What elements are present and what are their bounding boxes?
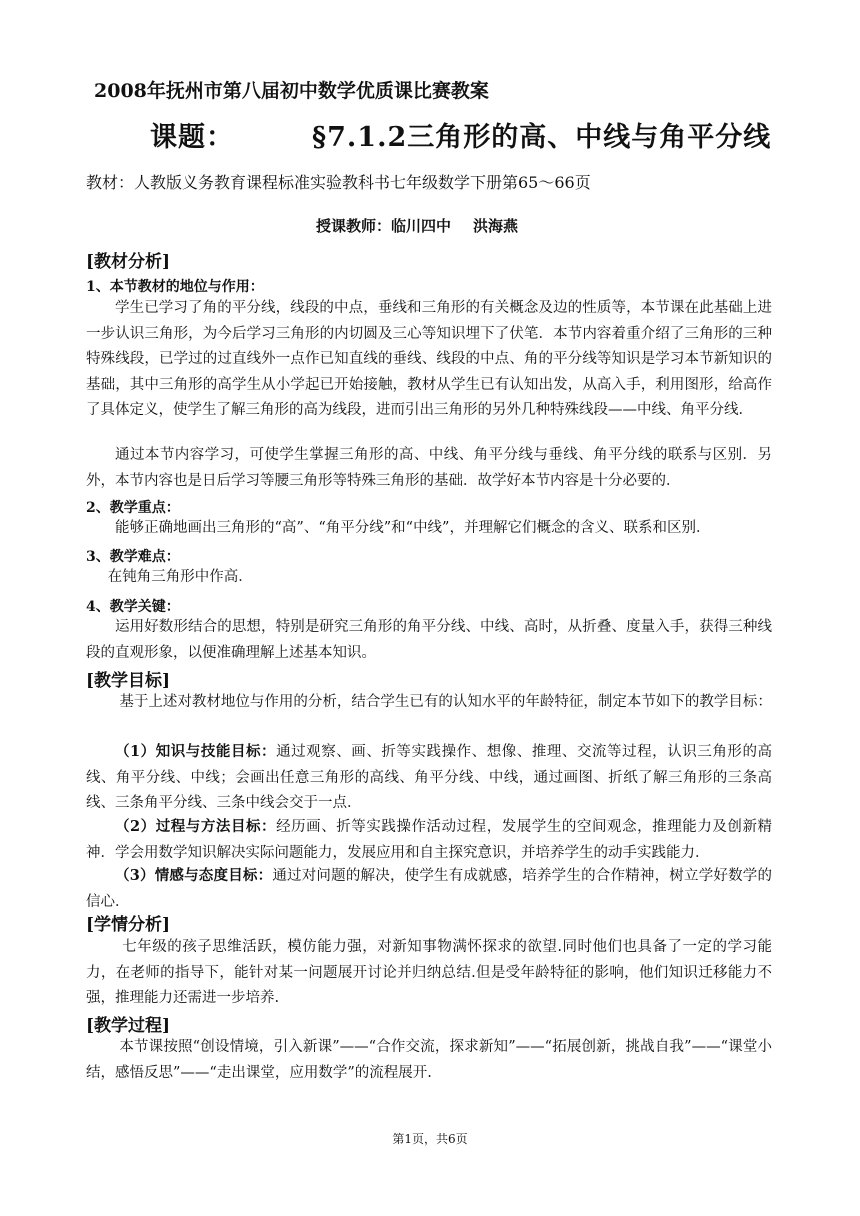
material-line: 教材：人教版义务教育课程标准实验教科书七年级数学下册第65～66页 bbox=[86, 173, 591, 192]
paragraph-process: 本节课按照“创设情境，引入新课”——“合作交流，探求新知”——“拓展创新，挑战自我”——“课堂小结，感悟反思”——“走出课堂，应用数学”的流程展开. bbox=[86, 1039, 772, 1081]
goal-process-text: 经历画、折等实践操作活动过程，发展学生的空间观念，推理能力及创新精神．学会用数学知识解决实际问题能力，发展应用和自主探究意识，并培养学生的动手实践能力． bbox=[86, 819, 772, 861]
paragraph-goal-attitude bbox=[86, 863, 772, 915]
subheading-key: 4、教学关键： bbox=[86, 599, 180, 615]
title-label: 课题： bbox=[150, 122, 234, 153]
section-heading-goals: [教学目标] bbox=[86, 671, 171, 691]
paragraph-focus: 能够正确地画出三角形的“高”、“角平分线”和“中线”，并理解它们概念的含义、联系和区别． bbox=[115, 520, 711, 536]
paragraph-difficulty: 在钝角三角形中作高． bbox=[107, 569, 253, 585]
subheading-status: 1、本节教材的地位与作用： bbox=[86, 279, 264, 295]
paragraph-status-2: 通过本节内容学习，可使学生掌握三角形的高、中线、角平分线与垂线、角平分线的联系与区别．另外，本节内容也是日后学习等腰三角形等特殊三角形的基础．故学好本节内容是十分必要的． bbox=[86, 447, 772, 489]
subheading-focus: 2、教学重点： bbox=[86, 500, 180, 516]
page-number: 第1页，共6页 bbox=[392, 1132, 468, 1146]
goal-knowledge-label: （1）知识与技能目标： bbox=[115, 743, 277, 760]
paragraph-goal-process bbox=[86, 814, 772, 866]
goal-attitude-label: （3）情感与态度目标： bbox=[115, 867, 273, 884]
paragraph-goals-intro: 基于上述对教材地位与作用的分析，结合学生已有的认知水平的年龄特征，制定本节如下的教学目标： bbox=[119, 694, 772, 710]
title-text: §7.1.2三角形的高、中线与角平分线 bbox=[312, 122, 772, 153]
paragraph-status-1: 学生已学习了角的平分线，线段的中点，垂线和三角形的有关概念及边的性质等，本节课在此基础上进一步认识三角形，为今后学习三角形的内切圆及三心等知识埋下了伏笔．本节内容着重介绍了三角形的三种特殊线段，已学过的过直线外一点作已知直线的垂线、线段的中点、角的平分线等知识是学习本节新知识的基础，其中三角形的高学生从小学起已开始接触，教材从学生已有认知出发，从高入手，利用图形，给高作了具体定义，使学生了解三角形的高为线段，进而引出三角形的另外几种特殊线段——中线、角平分线． bbox=[86, 300, 772, 419]
teacher-name: 洪海燕 bbox=[473, 217, 519, 235]
paragraph-goal-knowledge bbox=[86, 739, 772, 817]
section-heading-situation: [学情分析] bbox=[86, 915, 171, 935]
section-heading-process: [教学过程] bbox=[86, 1016, 171, 1036]
lesson-title bbox=[150, 115, 771, 154]
goal-knowledge-text: 通过观察、画、折等实践操作、想像、推理、交流等过程，认识三角形的高线、角平分线、中线；会画出任意三角形的高线、角平分线、中线，通过画图、折纸了解三角形的三条高线、三条角平分线、三条中线会交于一点． bbox=[86, 744, 772, 812]
teacher-line bbox=[316, 215, 518, 236]
contest-title: 2008年抚州市第八届初中数学优质课比赛教案 bbox=[94, 80, 489, 102]
goal-process-label: （2）过程与方法目标： bbox=[115, 818, 277, 835]
goal-attitude-text: 通过对问题的解决，使学生有成就感，培养学生的合作精神，树立学好数学的信心． bbox=[86, 868, 773, 910]
section-heading-analysis: [教材分析] bbox=[86, 252, 171, 272]
paragraph-key: 运用好数形结合的思想，特别是研究三角形的角平分线、中线、高时，从折叠、度量入手，获得三种线段的直观形象，以便准确理解上述基本知识。 bbox=[86, 619, 772, 661]
subheading-difficulty: 3、教学难点： bbox=[86, 549, 180, 565]
teacher-label: 授课教师：临川四中 bbox=[316, 217, 452, 235]
paragraph-situation: 七年级的孩子思维活跃，模仿能力强，对新知事物满怀探求的欲望.同时他们也具备了一定的学习能力，在老师的指导下，能针对某一问题展开讨论并归纳总结.但是受年龄特征的影响，他们知识迁移能力不强，推理能力还需进一步培养. bbox=[86, 939, 772, 1007]
